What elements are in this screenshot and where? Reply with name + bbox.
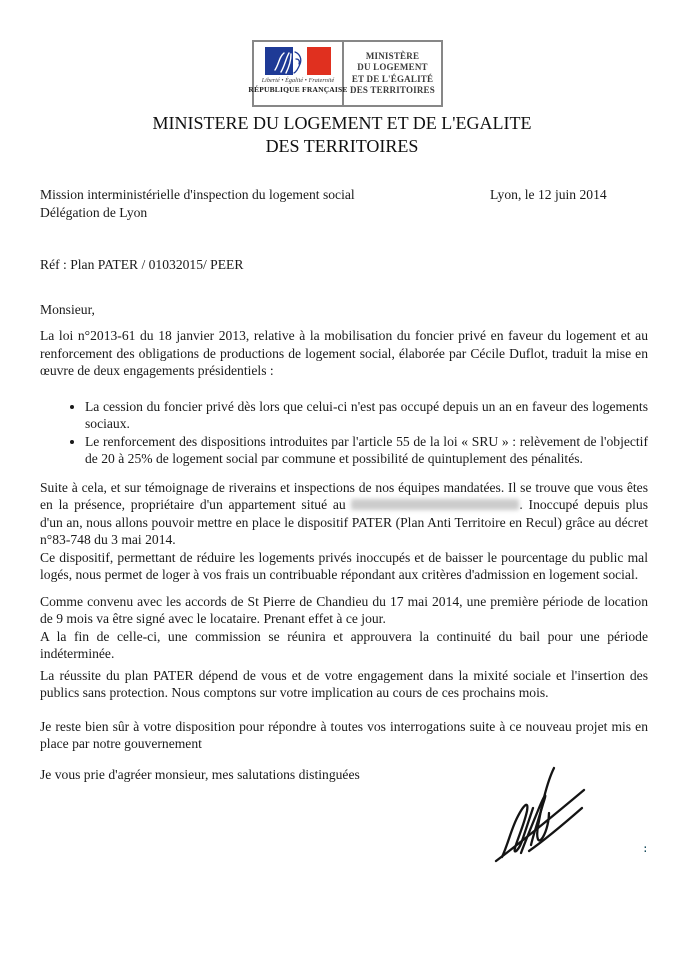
republique-francaise-label: RÉPUBLIQUE FRANÇAISE (248, 85, 348, 94)
paragraph-dispositif: Ce dispositif, permettant de réduire les logements privés inoccupés et de baisser le pourcentage du public mal logés, nous permet de loger à vos frais un contribuable répondant aux critères d'admission en logement social. (40, 549, 648, 582)
paragraph-inspection-before: Suite à cela, et sur témoignage de riverains et inspections de nos équipes mandatées. Il se trouve que vous êtes en la présence, propriétaire d'un appartement situé au (40, 479, 648, 512)
commitments-list (40, 398, 648, 468)
paragraph-inspection (40, 479, 648, 549)
paragraph-inspection-after: . Inoccupé depuis plus d'un an, nous allons pouvoir mettre en place le dispositif PATER (Plan Anti Territoire en Recul) grâce au décret n°83-748 du 3 mai 2014. (40, 497, 648, 547)
ministry-name-block (344, 42, 441, 105)
french-flag-icon (265, 47, 331, 75)
letter-date: Lyon, le 12 juin 2014 (490, 187, 607, 202)
sender-delegation: Délégation de Lyon (40, 204, 148, 220)
paragraph-reussite: La réussite du plan PATER dépend de vous et de votre engagement dans la mixité sociale et l'insertion des publics sans protection. Nous comptons sur votre implication au cours de ces prochains mois. (40, 667, 648, 700)
closing-formula: Je vous prie d'agréer monsieur, mes salutations distinguées (40, 766, 360, 782)
ministry-name-line: ET DE L'ÉGALITÉ (351, 73, 434, 84)
letter-meta (40, 186, 648, 221)
document-title (0, 112, 684, 158)
reference-line: Réf : Plan PATER / 01032015/ PEER (40, 257, 244, 272)
document-title-line1: MINISTERE DU LOGEMENT ET DE L'EGALITE (152, 113, 532, 133)
marianne-motto: Liberté • Égalité • Fraternité (261, 78, 335, 84)
list-item: • La cession du foncier privé dès lors que celui-ci n'est pas occupé depuis un an en faveur des logements sociaux. (85, 398, 648, 433)
ministry-name-line: MINISTÈRE (365, 50, 420, 61)
document-title-line2: DES TERRITOIRES (265, 136, 419, 156)
letter-body (40, 186, 648, 783)
ministry-name-line: DU LOGEMENT (357, 62, 428, 72)
ministry-name-line: DES TERRITOIRES (350, 85, 435, 95)
ministry-logo-block (248, 40, 443, 107)
paragraph-accords-line1: Comme convenu avec les accords de St Pierre de Chandieu du 17 mai 2014, une première période de location de 9 mois va être signé avec le locataire. Prenant effet à ce jour. (40, 593, 648, 626)
sender-service: Mission interministérielle d'inspection du logement social (40, 187, 355, 202)
handwritten-signature (490, 760, 602, 870)
marianne-logo (248, 42, 348, 105)
redacted-address (351, 499, 519, 510)
list-item: • Le renforcement des dispositions introduites par l'article 55 de la loi « SRU » : relèvement de l'objectif de 20 à 25% de logement social par commune et possibilité de quintuplement des pénalités. (85, 433, 648, 468)
paragraph-accords (40, 593, 648, 663)
scan-artifact-colon: : (642, 842, 649, 855)
paragraph-disposition: Je reste bien sûr à votre disposition pour répondre à toutes vos interrogations suite à ce nouveau projet mis en place par notre gouvernement (40, 718, 648, 751)
paragraph-accords-line2: A la fin de celle-ci, une commission se réunira et approuvera la continuité du bail pour une période indéterminée. (40, 628, 648, 661)
salutation: Monsieur, (40, 301, 95, 317)
paragraph-law: La loi n°2013-61 du 18 janvier 2013, relative à la mobilisation du foncier privé en faveur du logement et au renforcement des obligations de productions de logement social, élaborée par Cécile Duflot, traduit la mise en œuvre de deux engagements présidentiels : (40, 328, 648, 378)
